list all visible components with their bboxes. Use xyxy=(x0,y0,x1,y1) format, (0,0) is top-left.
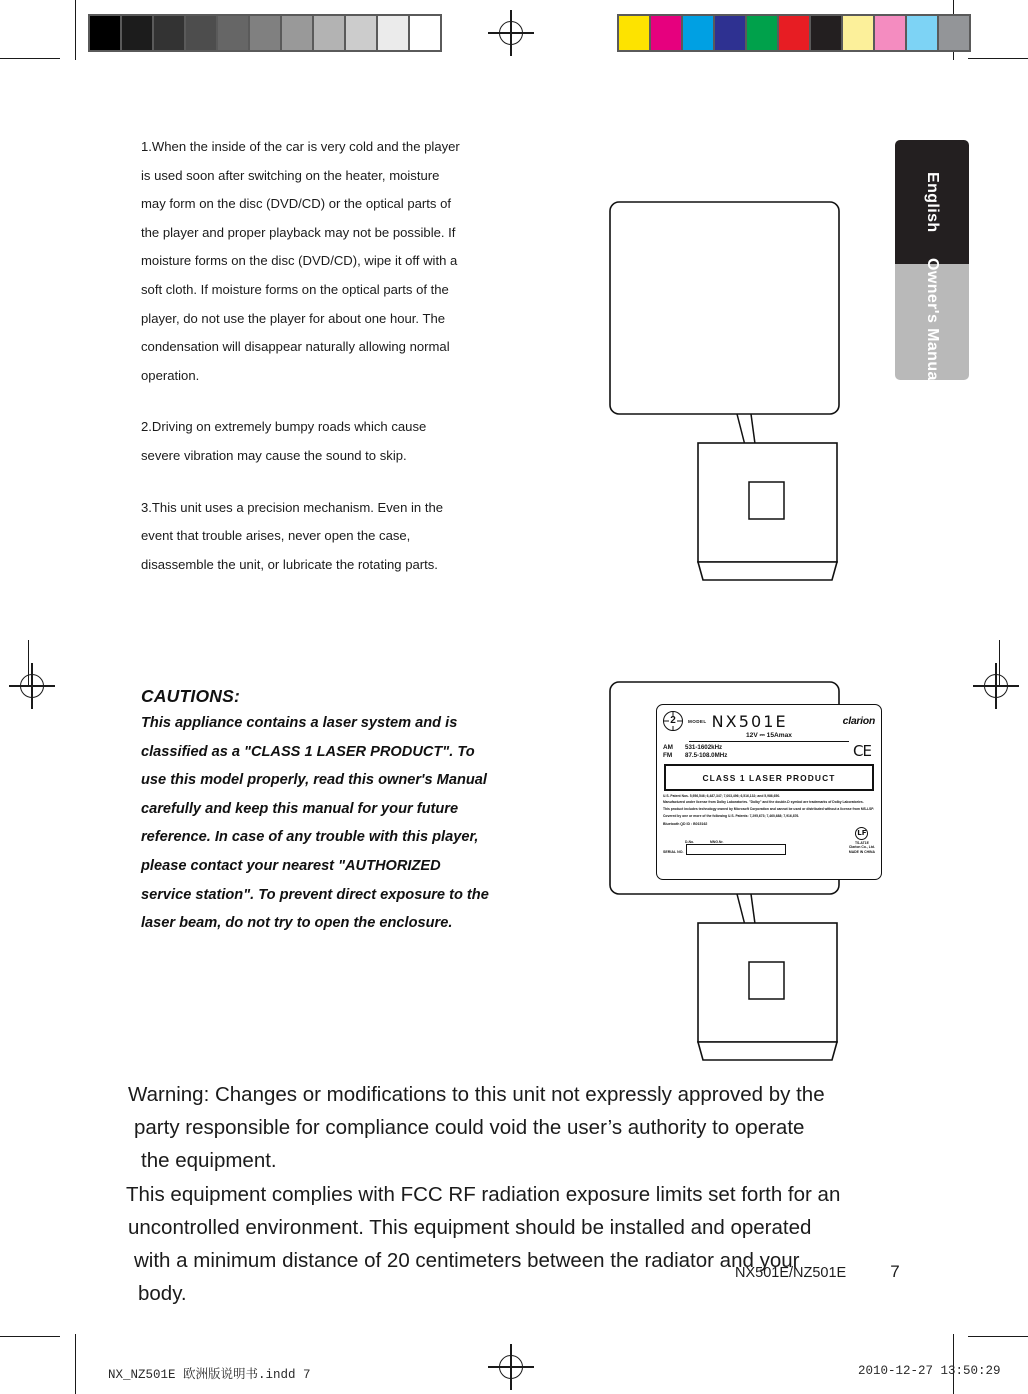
registration-mark-top xyxy=(488,10,534,56)
laser-class-text: CLASS 1 LASER PRODUCT xyxy=(702,773,836,784)
calibration-swatch-2 xyxy=(683,16,713,50)
label-patch-top xyxy=(749,482,784,519)
crop-mark-bottom-left-h xyxy=(0,1336,60,1337)
warning-line: the equipment. xyxy=(141,1149,277,1172)
note-item: 2.Driving on extremely bumpy roads which cause severe vibration may cause the sound to skip. xyxy=(141,419,427,463)
fineprint-line: Manufactured under license from Dolby Laboratories. "Dolby" and the double-D symbol are trademarks of Dolby Laboratories. xyxy=(663,800,864,805)
tab-owners-manual-label: Owner's Manual xyxy=(924,258,941,386)
warning-line: party responsible for compliance could void the user’s authority to operate xyxy=(134,1116,805,1139)
label-band-values xyxy=(685,744,727,761)
label-fineprint xyxy=(663,794,875,819)
unit-base-bottom xyxy=(698,1042,837,1060)
calibration-swatch-6 xyxy=(282,16,312,50)
calibration-swatch-6 xyxy=(811,16,841,50)
note-item: 1.When the inside of the car is very cold and the player is used soon after switching on the heater, moisture may form on the disc (DVD/CD) or the optical parts of the player and proper playback may not be possible. If moisture forms on the disc (DVD/CD), wipe it off with a soft cloth. If moisture forms on the optical parts of the player, do not use the player for about one hour. The condensation will disappear naturally allowing normal operation. xyxy=(141,139,460,383)
calibration-swatch-4 xyxy=(218,16,248,50)
dvd-region-globe-icon xyxy=(663,711,683,731)
registration-mark-left xyxy=(9,663,55,709)
side-index-tabs xyxy=(895,140,969,386)
fcc-line: body. xyxy=(138,1282,187,1305)
origin-line: Clarion Co., Ltd. xyxy=(848,845,875,850)
crop-mark-top-left-v xyxy=(75,0,76,60)
serial-entry-line xyxy=(663,844,849,855)
label-am-range: 531-1602kHz xyxy=(685,744,723,751)
crop-mark-bottom-left-v xyxy=(75,1334,76,1394)
fcc-rf-exposure-section xyxy=(126,1178,916,1310)
label-fm-range: 87.5-108.0MHz xyxy=(685,752,728,760)
origin-line: MADE IN CHINA xyxy=(848,850,875,855)
cautions-section xyxy=(141,684,493,938)
serial-number-field xyxy=(686,844,786,855)
color-calibration-bar xyxy=(617,14,971,52)
serial-number-area xyxy=(663,840,849,855)
label-frequency-block xyxy=(663,744,875,761)
footer-model-name: NX501E/NZ501E xyxy=(735,1265,847,1281)
label-model-word: MODEL xyxy=(688,718,707,724)
calibration-swatch-10 xyxy=(410,16,440,50)
laser-class-box xyxy=(664,764,874,791)
calibration-swatch-1 xyxy=(122,16,152,50)
cautions-body-text: This appliance contains a laser system and is classified as a "CLASS 1 LASER PRODUCT". To use this model properly, read this owner's Manual carefully and keep this manual for your future reference. In case of any trouble with this player, please contact your nearest "AUTHORIZED service station". To prevent direct exposure to the laser beam, do not try to open the enclosure. xyxy=(141,715,489,932)
unit-base-top xyxy=(698,562,837,580)
label-voltage-rating: 12V ⎓ 15Amax xyxy=(689,732,849,742)
fineprint-line: U.S. Patent Nos. 5,956,546; 6,487,347; 7,003,496; 6,516,132; and 5,986,650. xyxy=(663,793,781,798)
calibration-swatch-3 xyxy=(186,16,216,50)
warning-line: Warning: Changes or modifications to this unit not expressly approved by the xyxy=(128,1083,825,1106)
cautions-heading: CAUTIONS: xyxy=(141,686,241,706)
label-header-row xyxy=(663,710,875,732)
calibration-swatch-7 xyxy=(843,16,873,50)
serial-label: SERIAL NO. xyxy=(663,849,684,854)
origin-block xyxy=(849,827,875,855)
fcc-line: uncontrolled environment. This equipment should be installed and operated xyxy=(128,1216,812,1239)
print-slug-timestamp: 2010-12-27 13:50:29 xyxy=(858,1364,1001,1378)
calibration-swatch-5 xyxy=(250,16,280,50)
calibration-swatch-4 xyxy=(747,16,777,50)
calibration-swatch-7 xyxy=(314,16,344,50)
label-am-name: AM xyxy=(663,744,673,751)
registration-mark-bottom xyxy=(488,1344,534,1390)
registration-mark-right xyxy=(973,663,1019,709)
serial-head-mng: MNG.Nr. xyxy=(710,839,724,844)
calibration-swatch-8 xyxy=(346,16,376,50)
figure-label-location-top xyxy=(588,190,858,590)
grayscale-calibration-bar xyxy=(88,14,442,52)
ce-mark-icon: CE xyxy=(853,742,871,760)
crop-mark-top-left-h xyxy=(0,58,60,59)
tab-language xyxy=(895,140,969,264)
calibration-swatch-2 xyxy=(154,16,184,50)
calibration-swatch-3 xyxy=(715,16,745,50)
label-model-number: NX501E xyxy=(711,711,788,731)
dvd-region-number: 2 xyxy=(670,715,676,726)
calibration-swatch-0 xyxy=(90,16,120,50)
callout-balloon-top xyxy=(610,202,839,414)
fcc-warning-section xyxy=(128,1078,918,1177)
calibration-swatch-9 xyxy=(907,16,937,50)
print-slug-filename: NX_NZ501E 欧洲版说明书.indd 7 xyxy=(108,1368,311,1382)
tab-language-label: English xyxy=(924,171,941,233)
label-fm-name: FM xyxy=(663,752,673,760)
origin-line: TS-AT1E xyxy=(854,840,869,845)
page-number: 7 xyxy=(890,1262,900,1281)
calibration-swatch-0 xyxy=(619,16,649,50)
tab-owners-manual xyxy=(895,258,969,386)
calibration-swatch-9 xyxy=(378,16,408,50)
lead-free-icon: LF xyxy=(855,827,868,840)
calibration-swatch-8 xyxy=(875,16,905,50)
crop-mark-top-right-h xyxy=(968,58,1028,59)
label-footer-row xyxy=(663,827,875,855)
label-brand-logo: clarion xyxy=(842,715,875,727)
label-band-names xyxy=(663,744,685,761)
bluetooth-qd-id: Bluetooth QD ID : B015162 xyxy=(663,821,708,826)
page-footer xyxy=(735,1262,900,1282)
calibration-swatch-5 xyxy=(779,16,809,50)
label-patch-bottom xyxy=(749,962,784,999)
calibration-swatch-1 xyxy=(651,16,681,50)
serial-head-dno: D-No. xyxy=(685,839,695,844)
notes-column xyxy=(141,133,461,579)
calibration-swatch-10 xyxy=(939,16,969,50)
fcc-line: with a minimum distance of 20 centimeters between the radiator and your xyxy=(134,1249,800,1272)
product-rating-label xyxy=(656,704,882,880)
fcc-line: This equipment complies with FCC RF radiation exposure limits set forth for an xyxy=(126,1183,841,1206)
note-item: 3.This unit uses a precision mechanism. Even in the event that trouble arises, never open the case, disassemble the unit, or lubricate the rotating parts. xyxy=(141,499,444,572)
crop-mark-bottom-right-h xyxy=(968,1336,1028,1337)
fineprint-line: Covered by one or more of the following U.S. Patents: 7,295,673; 7,460,688; 7,916,876. xyxy=(663,813,800,818)
fineprint-line: This product includes technology owned by Microsoft Corporation and cannot be used or distributed without a license from MS-LSP. xyxy=(663,807,874,812)
